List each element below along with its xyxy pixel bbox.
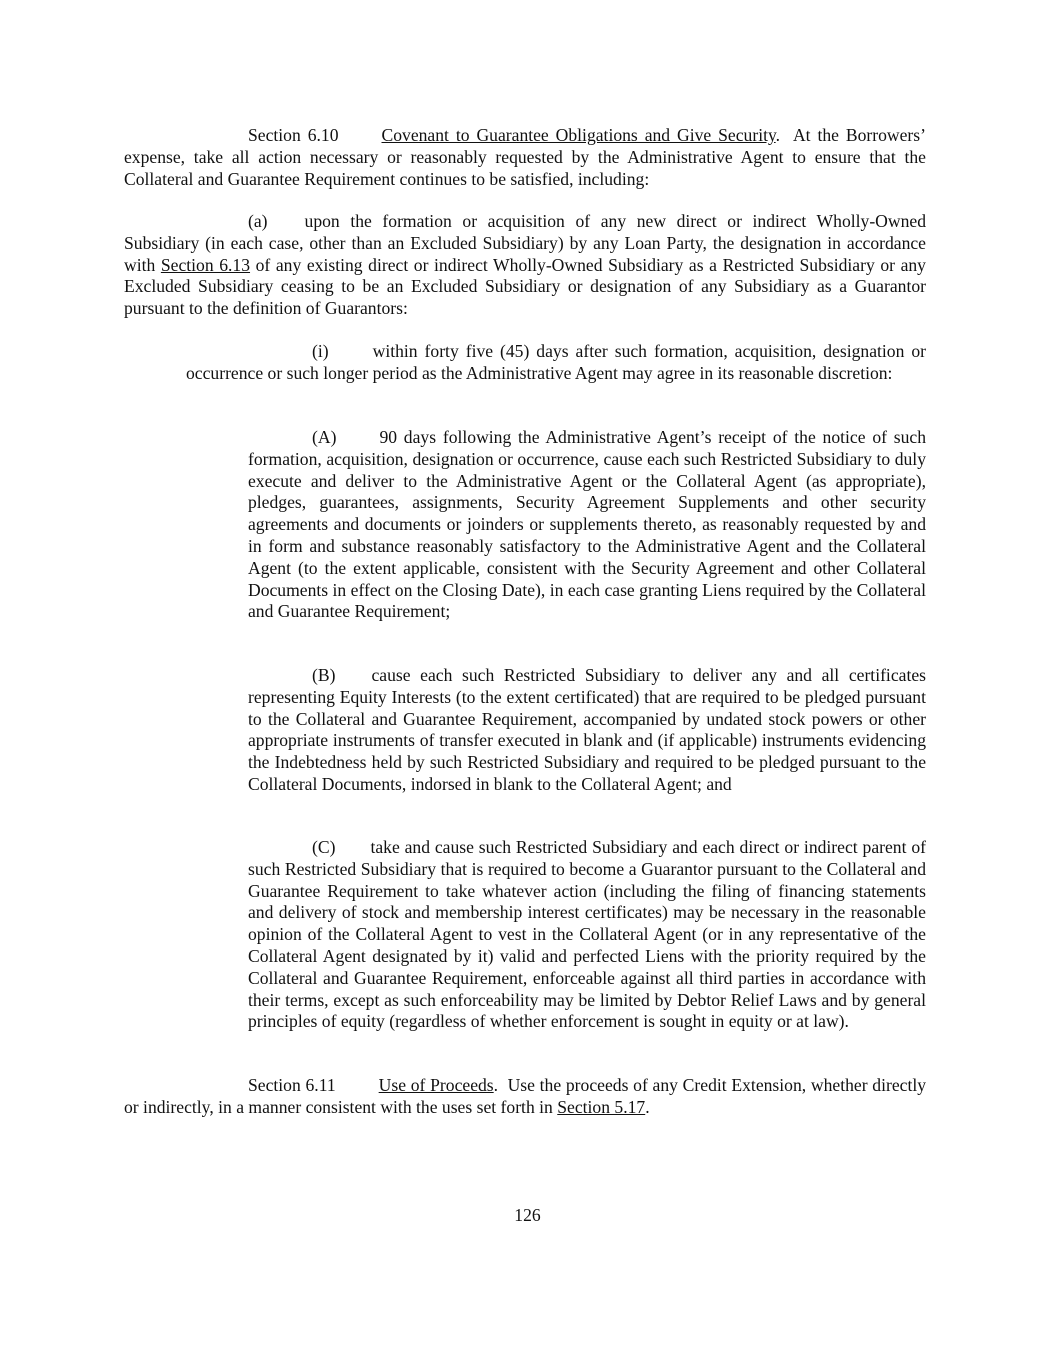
clause-A-paragraph: (A) 90 days following the Administrative Agent’s receipt of the notice of such formation, acquisition, designation or occurrence, cause each such Restricted Subsidiary to duly execute and deliver to the Administrative Agent or the Collateral Agent (as appropriate), pledges, guarantees, assignments, Security Agreement Supplements and other security agreements and documents or joinders or supplements thereto, as reasonably requested by and in form and substance reasonably satisfactory to the Administrative Agent and the Collateral Agent (to the extent applicable, consistent with the Security Agreement and other Collateral Documents in effect on the Closing Date), in each case granting Liens required by the Collateral and Guarantee Requirement;: [248, 427, 926, 622]
clause-i-marker: (i): [312, 341, 329, 361]
clause-a-paragraph: (a) upon the formation or acquisition of any new direct or indirect Wholly-Owned Subsidiary (in each case, other than an Excluded Subsidiary) by any Loan Party, the designation in accordance with Section 6.13 of any existing direct or indirect Wholly-Owned Subsidiary as a Restricted Subsidiary or any Excluded Subsidiary ceasing to be an Excluded Subsidiary or designation of any Subsidiary as a Guarantor pursuant to the definition of Guarantors:: [124, 211, 926, 319]
section-6-10-text: At the Borrowers’ expense, take all action necessary or reasonably requested by the Administrative Agent to ensure that the Collateral and Guarantee Requirement continues to be satisfied, including:: [124, 125, 927, 189]
section-6-10-label: Section 6.10: [248, 125, 339, 145]
clause-B-paragraph: (B) cause each such Restricted Subsidiary to deliver any and all certificates representing Equity Interests (to the extent certificated) that are required to be pledged pursuant to the Collateral and Guarantee Requirement, accompanied by undated stock powers or other appropriate instruments of transfer executed in blank and (if applicable) instruments evidencing the Indebtedness held by such Restricted Subsidiary and required to be pledged pursuant to the Collateral Documents, indorsed in blank to the Collateral Agent; and: [248, 665, 926, 794]
section-6-10-paragraph: Section 6.10 Covenant to Guarantee Obligations and Give Security. At the Borrowers’ expense, take all action necessary or reasonably requested by the Administrative Agent to ensure that the Collateral and Guarantee Requirement continues to be satisfied, including:: [124, 125, 927, 189]
section-6-11-label: Section 6.11: [248, 1075, 336, 1095]
page-number: 126: [514, 1205, 541, 1225]
section-5-17-link: Section 5.17: [557, 1096, 646, 1117]
section-6-13-link: Section 6.13: [160, 254, 251, 275]
clause-B-marker: (B): [312, 665, 336, 685]
clause-i-paragraph: (i) within forty five (45) days after such formation, acquisition, designation or occurrence or such longer period as the Administrative Agent may agree in its reasonable discretion:: [186, 341, 926, 383]
clause-C-marker: (C): [312, 837, 336, 857]
section-6-11-paragraph: Section 6.11 Use of Proceeds. Use the proceeds of any Credit Extension, whether directly or indirectly, in a manner consistent with the uses set forth in Section 5.17.: [124, 1075, 927, 1117]
clause-A-marker: (A): [312, 427, 337, 447]
section-6-10-heading: Covenant to Guarantee Obligations and Give Security: [381, 125, 776, 145]
clause-C-paragraph: (C) take and cause such Restricted Subsidiary and each direct or indirect parent of such Restricted Subsidiary that is required to become a Guarantor pursuant to the Collateral and Guarantee Requirement to take whatever action (including the filing of financing statements and delivery of stock and membership interest certificates) may be necessary in the reasonable opinion of the Collateral Agent to vest in the Collateral Agent (or in any representative of the Collateral Agent designated by it) valid and perfected Liens with the priority required by the Collateral and Guarantee Requirement, enforceable against all third parties in accordance with their terms, except as such enforceability may be limited by Debtor Relief Laws and by general principles of equity (regardless of whether enforcement is sought in equity or at law).: [248, 837, 926, 1032]
section-6-11-heading: Use of Proceeds: [378, 1075, 494, 1095]
clause-a-marker: (a): [248, 211, 268, 231]
